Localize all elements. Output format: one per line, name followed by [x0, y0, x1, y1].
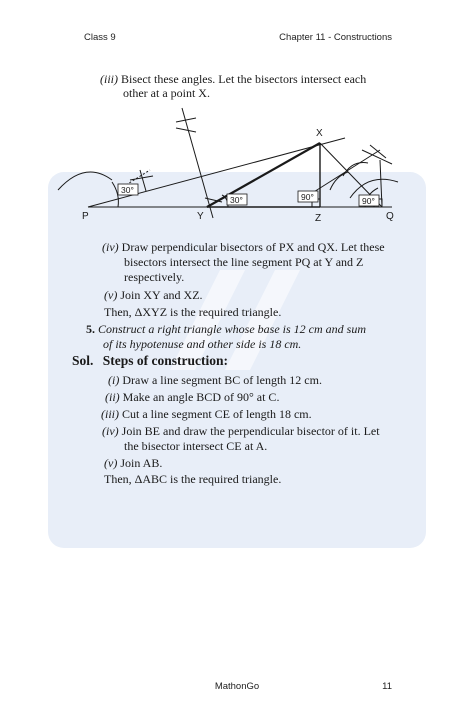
point-label-p: P [82, 211, 89, 222]
solution-title: Steps of construction: [102, 353, 229, 368]
construction-step-3 [101, 407, 312, 421]
point-label-z: Z [315, 213, 322, 224]
construction-step-4-cont: the bisector intersect CE at A. [124, 439, 268, 453]
arc-qx2 [330, 172, 348, 190]
point-label-x: X [316, 128, 323, 139]
step-text: Make an angle BCD of 90° at C. [122, 390, 280, 404]
step-text: Join BE and draw the perpendicular bisector of it. Let [121, 424, 380, 438]
solution-heading [72, 354, 228, 368]
cross-top2 [176, 128, 196, 132]
footer-page-number: 11 [382, 681, 392, 692]
conclusion-1: Then, ΔXYZ is the required triangle. [104, 305, 282, 319]
step-text: Draw perpendicular bisectors of PX and QX. Let these [121, 240, 385, 254]
step-iv-line1 [102, 240, 385, 254]
arc-p-small [112, 182, 118, 207]
bisector-px [182, 108, 213, 218]
angle-label-p: 30° [121, 185, 134, 195]
question-number: 5. [86, 322, 95, 336]
cross-tr2 [370, 145, 386, 158]
step-text: Draw a line segment BC of length 12 cm. [122, 373, 322, 387]
arc-qx1 [343, 163, 368, 176]
question-5-line2: of its hypotenuse and other side is 18 cm. [103, 337, 302, 351]
step-iv-line3: respectively. [124, 270, 185, 284]
step-text: Bisect these angles. Let the bisectors intersect each [121, 72, 367, 86]
footer-brand: MathonGo [214, 681, 260, 692]
construction-step-2 [105, 390, 279, 404]
header-chapter: Chapter 11 - Constructions [279, 32, 392, 43]
solution-label: Sol. [72, 353, 94, 368]
question-text: Construct a right triangle whose base is 12 cm and sum [98, 322, 367, 336]
construction-step-5 [104, 456, 162, 470]
step-text: Join AB. [120, 456, 163, 470]
angle-label-z: 90° [301, 192, 314, 202]
step-number: (i) [108, 373, 120, 387]
step-iv-line2: bisectors intersect the line segment PQ at Y and Z [124, 255, 364, 269]
angle-label-y: 30° [230, 195, 243, 205]
question-5-line1 [86, 322, 366, 336]
step-iii-line2: other at a point X. [123, 86, 210, 100]
step-text: Join XY and XZ. [120, 288, 203, 302]
construction-step-1 [108, 373, 322, 387]
step-number: (ii) [105, 390, 120, 404]
point-label-y: Y [197, 211, 204, 222]
point-label-q: Q [386, 211, 394, 222]
step-number: (iv) [102, 424, 119, 438]
step-v-line [104, 288, 203, 302]
step-number: (iv) [102, 240, 119, 254]
conclusion-2: Then, ΔABC is the required triangle. [104, 472, 282, 486]
construction-step-4 [102, 424, 380, 438]
arc-p-outer [58, 172, 112, 190]
step-number: (v) [104, 288, 118, 302]
step-text: Cut a line segment CE of length 18 cm. [122, 407, 312, 421]
step-number: (iii) [100, 72, 118, 86]
mark-p2 [140, 170, 146, 191]
step-number: (iii) [101, 407, 119, 421]
construction-figure [0, 0, 474, 240]
header-class: Class 9 [84, 32, 116, 43]
angle-label-q: 90° [362, 196, 375, 206]
step-number: (v) [104, 456, 118, 470]
